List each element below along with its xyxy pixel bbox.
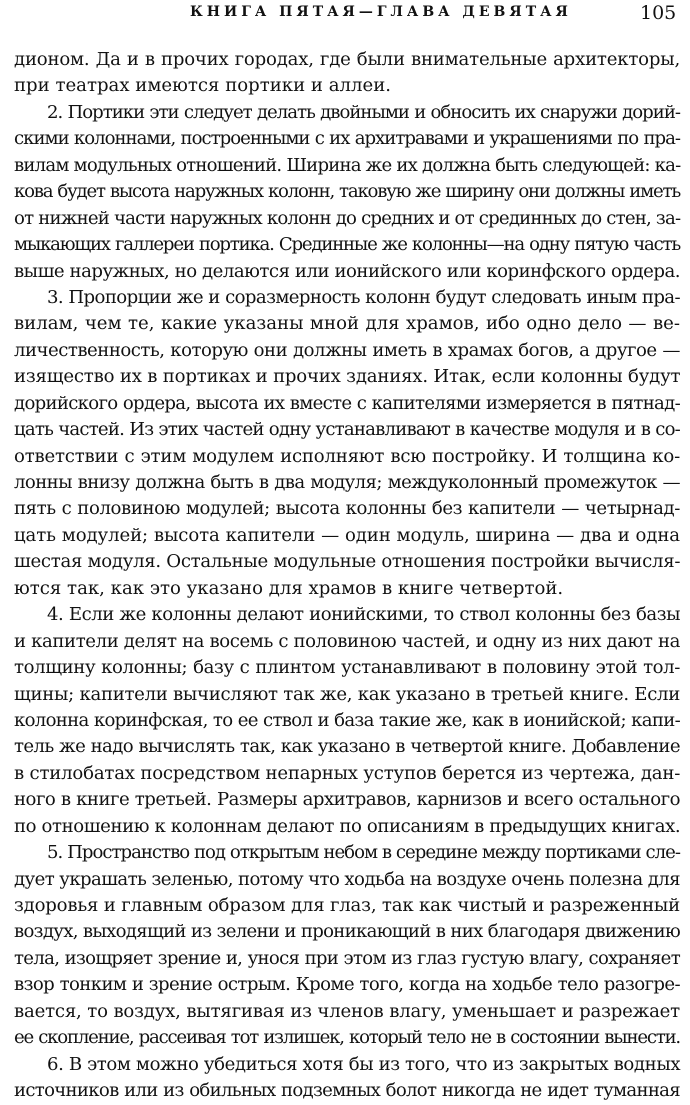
text-line: щины; капители вычисляют так же, как указано в третьей книге. Если	[14, 683, 680, 705]
text-line: ются так, как это указано для храмов в книге четвертой.	[14, 577, 564, 599]
text-line: толщину колонны; базу с плинтом устанавливают в половину этой тол-	[14, 657, 680, 679]
text-line: вилам модульных отношений. Ширина же их должна быть следующей: ка-	[14, 154, 681, 176]
text-line: дорийского ордера, высота их вместе с капителями измеряется в пятнад-	[14, 392, 680, 414]
text-line: 3. Пропорции же и соразмерность колонн будут следовать иным пра-	[47, 286, 680, 308]
text-line: цать частей. Из этих частей одну устанавливают в качестве модуля и в со-	[14, 419, 680, 441]
text-line: вается, то воздух, вытягивая из членов влагу, уменьшает и разрежает	[14, 1000, 680, 1022]
text-line: вилам, чем те, какие указаны мной для храмов, ибо одно дело — ве-	[14, 313, 680, 335]
text-line: шестая модуля. Остальные модульные отношения постройки вычисля-	[14, 551, 681, 573]
text-line: 6. В этом можно убедиться хотя бы из того, что из закрытых водных	[47, 1053, 681, 1075]
text-line: воздух, выходящий из зелени и проникающий в них благодаря движению	[14, 921, 680, 943]
text-line: ее скопление, рассеивая тот излишек, который тело не в состоянии вынести.	[14, 1027, 680, 1049]
text-line: кова будет высота наружных колонн, таковую же ширину они должны иметь	[14, 181, 680, 203]
text-line: в стилобатах посредством непарных уступов берется из чертежа, дан-	[14, 762, 681, 784]
text-line: дионом. Да и в прочих городах, где были внимательные архитекторы,	[14, 49, 680, 70]
text-line: по отношению к колоннам делают по описаниям в предыдущих книгах.	[14, 815, 681, 837]
text-line: и капители делят на восемь с половиною частей, и одну из них дают на	[14, 630, 680, 652]
text-line: источников или из обильных подземных болот никогда не идет туманная	[14, 1080, 680, 1102]
text-line: цать модулей; высота капители — один модуль, ширина — два и одна	[14, 524, 680, 546]
text-line: 2. Портики эти следует делать двойными и обносить их снаружи дорий-	[47, 101, 680, 123]
text-line: лонны внизу должна быть в два модуля; междуколонный промежуток —	[14, 472, 680, 493]
text-line: 5. Пространство под открытым небом в середине между портиками сле-	[47, 842, 680, 864]
text-line: ответствии с этим модулем исполняют всю постройку. И толщина ко-	[14, 445, 680, 467]
running-head: КНИГА ПЯТАЯ—ГЛАВА ДЕВЯТАЯ	[190, 4, 572, 20]
text-line: здоровья и главным образом для глаз, так как чистый и разреженный	[14, 895, 680, 916]
text-line: тела, изощряет зрение и, унося при этом из глаз густую влагу, сохраняет	[14, 947, 680, 969]
text-line: мыкающих галлереи портика. Срединные же колонны—на одну пятую часть	[14, 234, 680, 256]
text-line: изящество их в портиках и прочих зданиях. Итак, если колонны будут	[14, 366, 681, 388]
text-line: выше наружных, но делаются или ионийского или коринфского ордера.	[14, 260, 680, 282]
text-line: 4. Если же колонны делают ионийскими, то ствол колонны без базы	[47, 604, 680, 626]
text-line: тель же надо вычислять так, как указано в четвертой книге. Добавление	[14, 736, 680, 758]
text-line: личественность, которую они должны иметь в храмах богов, а другое —	[14, 339, 680, 361]
text-line: взор тонким и зрение острым. Кроме того, когда на ходьбе тело разогре-	[14, 974, 680, 996]
text-line: от нижней части наружных колонн до средних и от срединных до стен, за-	[14, 207, 681, 229]
text-line: скими колоннами, построенными с их архитравами и украшениями по пра-	[14, 128, 680, 150]
text-line: пять с половиною модулей; высота колонны без капители — четырнад-	[14, 498, 680, 520]
text-line: дует украшать зеленью, потому что ходьба на воздухе очень полезна для	[14, 868, 680, 890]
text-line: колонна коринфская, то ее ствол и база такие же, как в ионийской; капи-	[14, 709, 680, 731]
text-line: ного в книге третьей. Размеры архитравов, карнизов и всего остального	[14, 789, 680, 811]
text-body	[14, 47, 680, 1105]
page-number: 105	[640, 2, 677, 24]
text-line: при театрах имеются портики и аллеи.	[14, 75, 392, 97]
